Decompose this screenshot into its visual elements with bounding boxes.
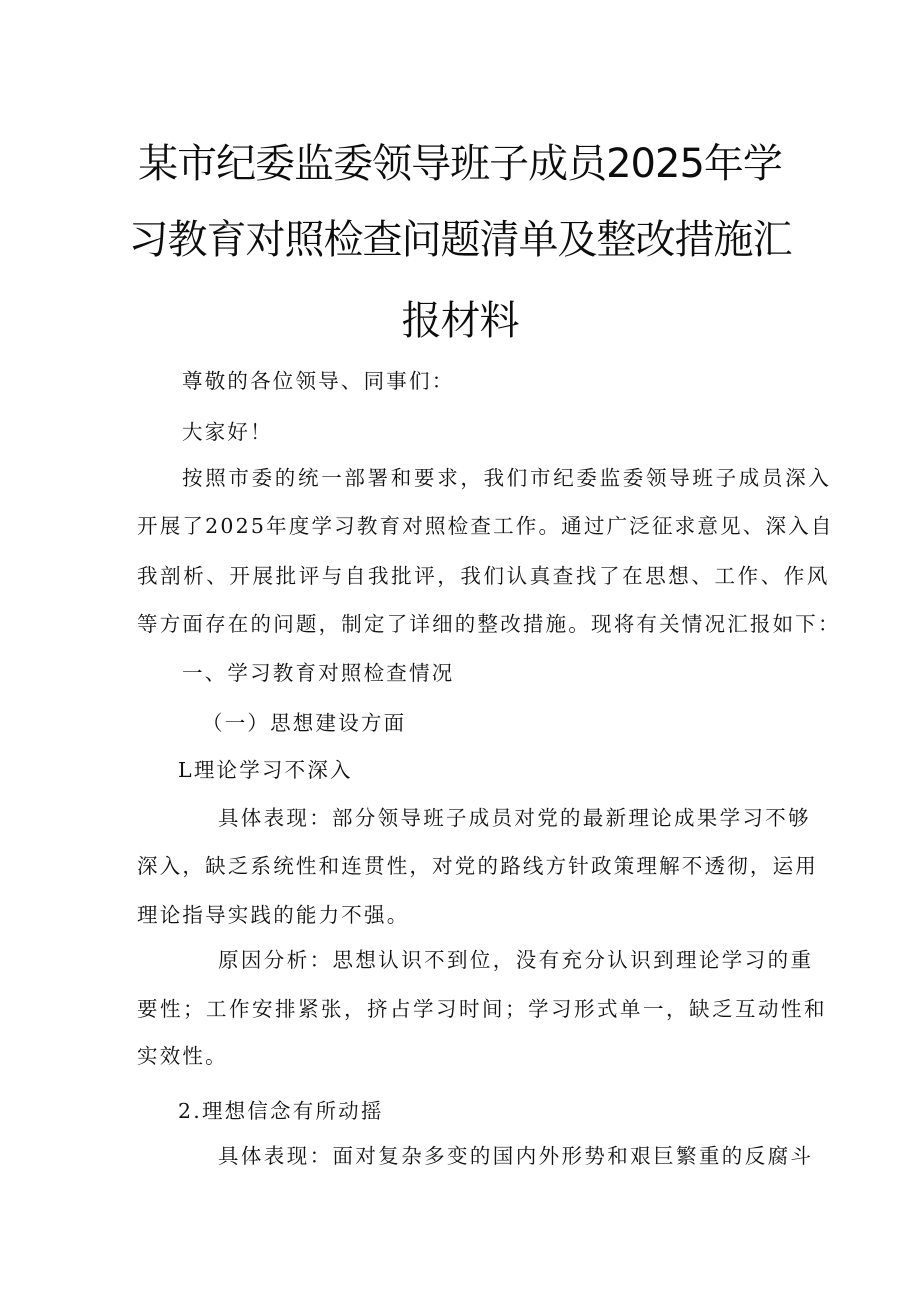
intro-paragraph-line: 按照市委的统一部署和要求，我们市纪委监委领导班子成员深入 [182,466,832,490]
item-heading: 2.理想信念有所动摇 [178,1099,384,1123]
document-title-line-2: 习教育对照检查问题清单及整改措施汇 [128,217,792,263]
body-paragraph-line: 深入，缺乏系统性和连贯性，对党的路线方针政策理解不透彻，运用 [137,854,818,878]
body-paragraph-line: 具体表现：部分领导班子成员对党的最新理论成果学习不够 [218,806,811,830]
intro-paragraph-line: 我剖析、开展批评与自我批评，我们认真查找了在思想、工作、作风 [137,564,830,588]
body-paragraph-line: 具体表现：面对复杂多变的国内外形势和艰巨繁重的反腐斗 [218,1144,814,1168]
body-paragraph-line: 实效性。 [137,1044,228,1068]
document-title-line-3: 报材料 [401,298,519,344]
section-heading: 一、学习教育对照检查情况 [182,661,455,685]
item-heading: L理论学习不深入 [178,758,353,782]
intro-paragraph-line: 开展了2025年度学习教育对照检查工作。通过广泛征求意见、深入自 [137,514,834,538]
body-paragraph-line: 理论指导实践的能力不强。 [137,903,410,927]
greeting: 大家好！ [182,420,273,444]
body-paragraph-line: 要性；工作安排紧张，挤占学习时间；学习形式单一，缺乏互动性和 [137,997,827,1021]
body-paragraph-line: 原因分析：思想认识不到位，没有充分认识到理论学习的重 [218,948,814,972]
intro-paragraph-line: 等方面存在的问题，制定了详细的整改措施。现将有关情况汇报如下： [137,612,841,636]
document-title-line-1: 某市纪委监委领导班子成员2025年学 [138,141,782,187]
subsection-heading: （一）思想建设方面 [202,711,407,735]
salutation: 尊敬的各位领导、同事们： [182,369,455,393]
